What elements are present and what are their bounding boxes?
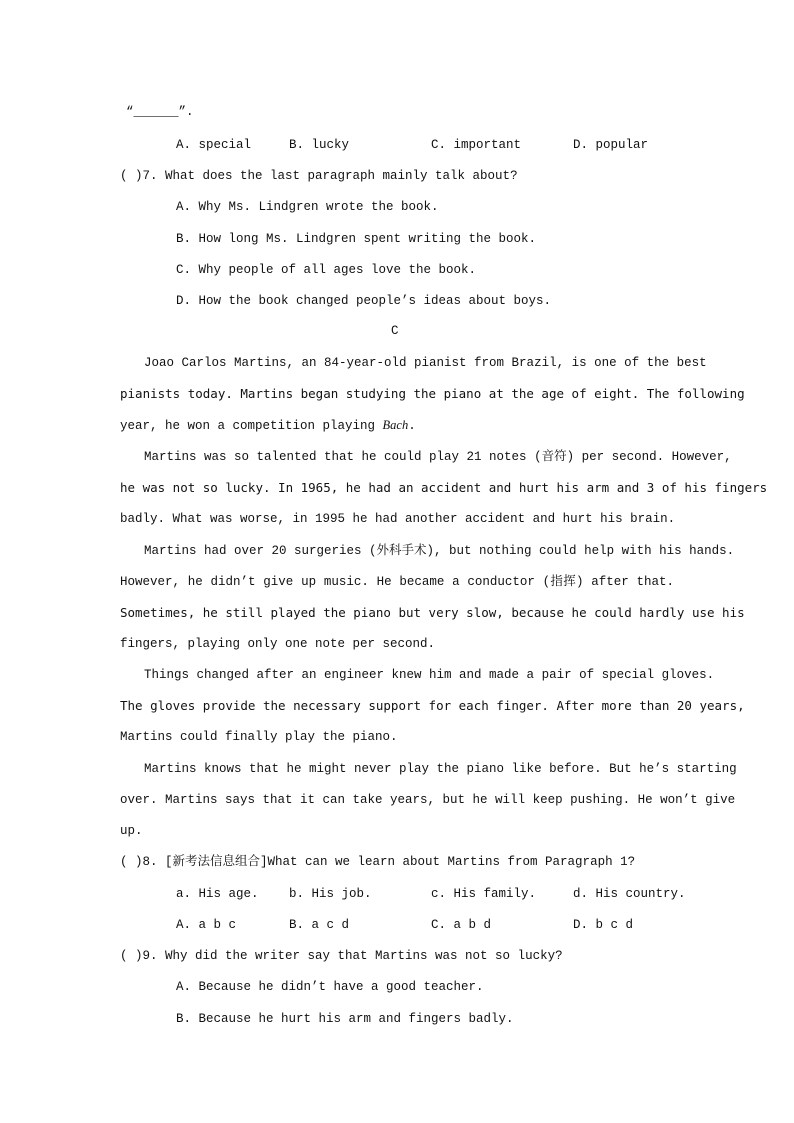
- paragraph-line: fingers, playing only one note per second.: [120, 637, 436, 651]
- paragraph-line: The gloves provide the necessary support for each finger. After more than 20 years,: [120, 698, 745, 713]
- q8-sub-option-a: a. His age.: [176, 887, 259, 901]
- paragraph-line: pianists today. Martins began studying the piano at the age of eight. The following: [120, 386, 745, 401]
- q8-sub-option-b: b. His job.: [289, 887, 372, 901]
- q7-stem: ( )7. What does the last paragraph mainly talk about?: [120, 169, 518, 183]
- q6-stem-end: “______”.: [126, 105, 194, 119]
- q7-option-d: D. How the book changed people’s ideas about boys.: [176, 294, 552, 308]
- paragraph-line: Martins knows that he might never play the piano like before. But he’s starting: [144, 762, 737, 776]
- q8-sub-option-c: c. His family.: [431, 887, 537, 901]
- italic-title: Bach: [382, 418, 409, 432]
- q8-option-c: C. a b d: [431, 918, 492, 932]
- paragraph-line: Sometimes, he still played the piano but very slow, because he could hardly use his: [120, 605, 745, 620]
- q8-sub-option-d: d. His country.: [573, 887, 686, 901]
- q8-option-d: D. b c d: [573, 918, 634, 932]
- paragraph-line: he was not so lucky. In 1965, he had an accident and hurt his arm and 3 of his fingers: [120, 480, 768, 495]
- q9-stem: ( )9. Why did the writer say that Martins was not so lucky?: [120, 949, 563, 963]
- paragraph-line: Martins could finally play the piano.: [120, 730, 398, 744]
- q6-option-b: B. lucky: [289, 138, 350, 152]
- q7-option-b: B. How long Ms. Lindgren spent writing the book.: [176, 232, 537, 246]
- q7-option-a: A. Why Ms. Lindgren wrote the book.: [176, 200, 439, 214]
- paragraph-line: Joao Carlos Martins, an 84-year-old pianist from Brazil, is one of the best: [144, 356, 707, 370]
- paragraph-line: Martins had over 20 surgeries (外科手术), but nothing could help with his hands.: [144, 544, 735, 558]
- q9-option-b: B. Because he hurt his arm and fingers badly.: [176, 1012, 514, 1026]
- q8-option-b: B. a c d: [289, 918, 350, 932]
- paragraph-text: .: [408, 419, 416, 433]
- paragraph-text: year, he won a competition playing: [120, 419, 383, 433]
- section-heading: C: [391, 324, 399, 338]
- q6-option-a: A. special: [176, 138, 252, 152]
- paragraph-line: Things changed after an engineer knew him and made a pair of special gloves.: [144, 668, 715, 682]
- paragraph-line: Martins was so talented that he could play 21 notes (音符) per second. However,: [144, 450, 732, 464]
- q6-option-d: D. popular: [573, 138, 649, 152]
- q7-option-c: C. Why people of all ages love the book.: [176, 263, 477, 277]
- paragraph-line: over. Martins says that it can take years, but he will keep pushing. He won’t give: [120, 793, 736, 807]
- paragraph-line: badly. What was worse, in 1995 he had another accident and hurt his brain.: [120, 512, 676, 526]
- paragraph-line: However, he didn’t give up music. He became a conductor (指挥) after that.: [120, 575, 674, 589]
- paragraph-line: up.: [120, 824, 143, 838]
- q8-stem: ( )8. [新考法信息组合]What can we learn about Martins from Paragraph 1?: [120, 855, 636, 869]
- q9-option-a: A. Because he didn’t have a good teacher.: [176, 980, 484, 994]
- paragraph-line: [120, 417, 674, 434]
- q8-option-a: A. a b c: [176, 918, 237, 932]
- q6-option-c: C. important: [431, 138, 522, 152]
